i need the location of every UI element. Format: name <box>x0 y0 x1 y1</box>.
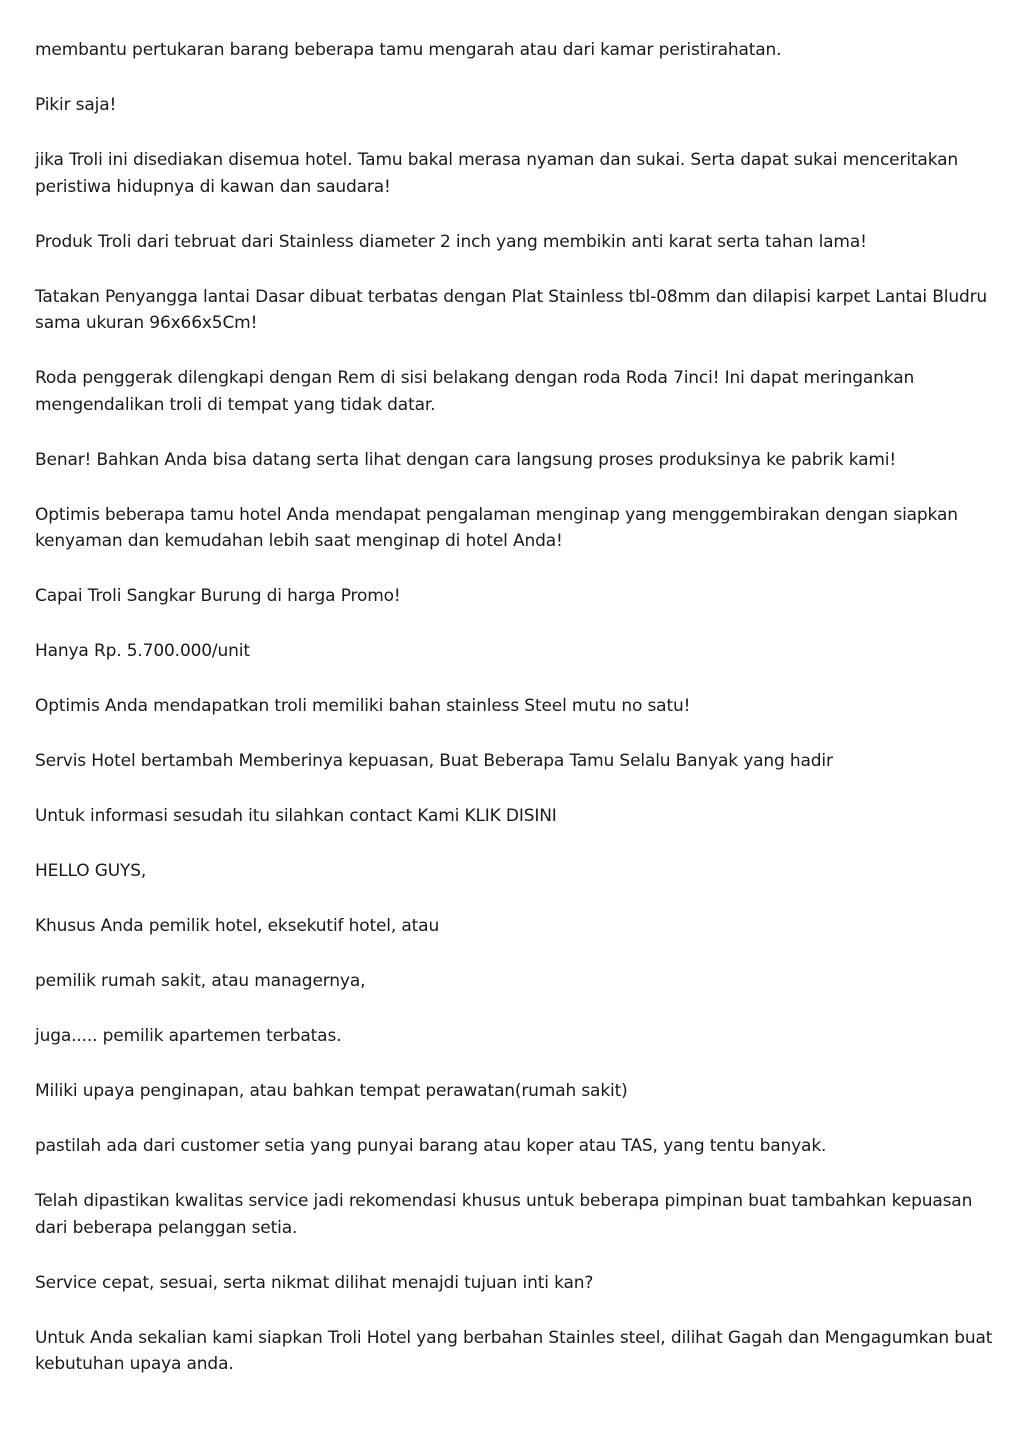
paragraph: Produk Troli dari tebruat dari Stainless diameter 2 inch yang membikin anti karat serta tahan lama! <box>35 231 867 252</box>
paragraph: Optimis Anda mendapatkan troli memiliki bahan stainless Steel mutu no satu! <box>35 696 691 716</box>
paragraph: Pikir saja! <box>35 95 117 115</box>
paragraph: Capai Troli Sangkar Burung di harga Promo! <box>35 586 401 606</box>
paragraph: Khusus Anda pemilik hotel, eksekutif hotel, atau <box>35 916 440 936</box>
paragraph: Optimis beberapa tamu hotel Anda mendapat pengalaman menginap yang menggembirakan dengan siapkan kenyaman dan kemudahan lebih saat menginap di hotel Anda! <box>35 504 958 551</box>
document-body <box>35 37 995 1406</box>
paragraph: Service cepat, sesuai, serta nikmat dilihat menajdi tujuan inti kan? <box>35 1272 594 1293</box>
paragraph: jika Troli ini disediakan disemua hotel. Tamu bakal merasa nyaman dan sukai. Serta dapat sukai menceritakan peristiwa hidupnya di kawan dan saudara! <box>35 150 958 197</box>
greeting-paragraph: HELLO GUYS, <box>35 861 147 881</box>
paragraph: juga..... pemilik apartemen terbatas. <box>35 1026 342 1046</box>
paragraph: Tatakan Penyangga lantai Dasar dibuat terbatas dengan Plat Stainless tbl-08mm dan dilapisi karpet Lantai Bludru sama ukuran 96x66x5Cm! <box>35 286 988 333</box>
price-paragraph: Hanya Rp. 5.700.000/unit <box>35 641 250 661</box>
contact-paragraph: Untuk informasi sesudah itu silahkan contact Kami KLIK DISINI <box>35 806 557 826</box>
paragraph: Untuk Anda sekalian kami siapkan Troli Hotel yang berbahan Stainles steel, dilihat Gagah dan Mengagumkan buat kebutuhan upaya anda. <box>35 1327 993 1374</box>
paragraph: membantu pertukaran barang beberapa tamu mengarah atau dari kamar peristirahatan. <box>35 40 782 60</box>
paragraph: Benar! Bahkan Anda bisa datang serta lihat dengan cara langsung proses produksinya ke pabrik kami! <box>35 449 897 470</box>
paragraph: Telah dipastikan kwalitas service jadi rekomendasi khusus untuk beberapa pimpinan buat tambahkan kepuasan dari beberapa pelanggan setia. <box>35 1191 973 1238</box>
paragraph: Roda penggerak dilengkapi dengan Rem di sisi belakang dengan roda Roda 7inci! Ini dapat meringankan mengendalikan troli di tempat yang tidak datar. <box>35 368 915 415</box>
paragraph: Miliki upaya penginapan, atau bahkan tempat perawatan(rumah sakit) <box>35 1081 628 1101</box>
paragraph: pemilik rumah sakit, atau managernya, <box>35 971 366 991</box>
paragraph: pastilah ada dari customer setia yang punyai barang atau koper atau TAS, yang tentu banyak. <box>35 1136 827 1156</box>
paragraph: Servis Hotel bertambah Memberinya kepuasan, Buat Beberapa Tamu Selalu Banyak yang hadir <box>35 751 833 771</box>
